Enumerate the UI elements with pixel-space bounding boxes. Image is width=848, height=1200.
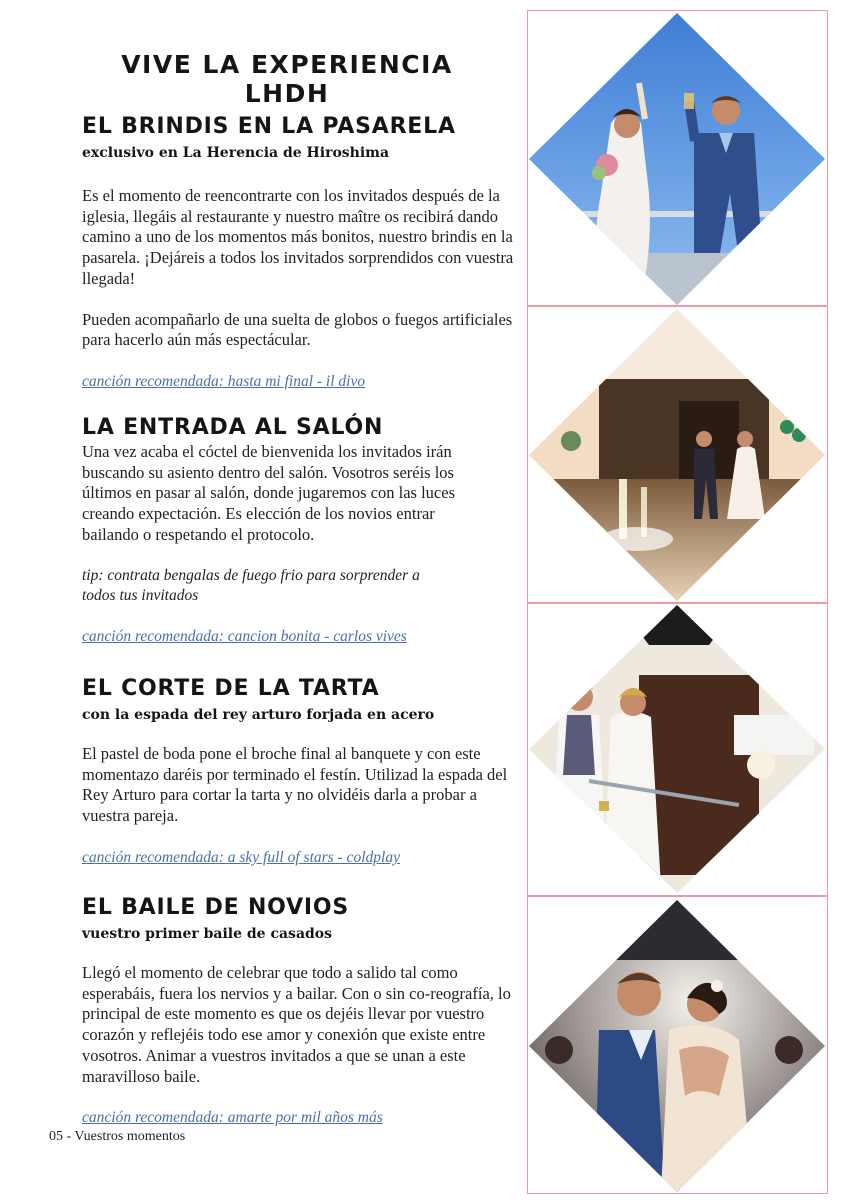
song-recommendation-link[interactable]: canción recomendada: amarte por mil años más [82,1109,383,1127]
song-recommendation-link[interactable]: canción recomendada: a sky full of stars - coldplay [82,848,400,866]
hall-entrance-photo [529,309,825,601]
section-title: LA ENTRADA AL SALÓN [82,415,384,440]
page-title: VIVE LA EXPERIENCIA LHDH [121,50,453,108]
photo-frame [527,603,828,896]
section-first-dance [82,894,522,1128]
section-subtitle: exclusivo en La Herencia de Hiroshima [82,145,390,161]
first-dance-photo [529,900,825,1192]
section-paragraph: Es el momento de reencontrarte con los invitados después de la iglesia, llegáis al restaurante y nuestro maître os recibirá dando camino a uno de los momentos más bonitos, nuestro brindis en la pasarela. ¡Dejáreis a todos los invitados sorprendidos con vuestra llegada! [82,186,514,288]
section-paragraph: Llegó el momento de celebrar que todo a salido tal como esperabáis, fuera los nervios y a bailar. Con o sin co-reografía, lo principal de este momento es que os dejéis llevar por vuestro corazón y reflejéis todo ese amor y conexión que existe entre vosotros. Animar a vuestros invitados a que se unan a este maravilloso baile. [82,963,511,1086]
section-subtitle: vuestro primer baile de casados [82,926,333,942]
section-paragraph: El pastel de boda pone el broche final al banquete y con este momentazo daréis por terminado el festín. Utilizad la espada del Rey Arturo para cortar la tarta y no olvidéis darla a probar a vuestra pareja. [82,744,508,826]
page-footer: 05 - Vuestros momentos [49,1129,186,1144]
section-title: EL CORTE DE LA TARTA [82,676,380,701]
song-recommendation-link[interactable]: canción recomendada: cancion bonita - carlos vives [82,627,407,645]
section-title: EL BAILE DE NOVIOS [82,895,350,920]
section-title: EL BRINDIS EN LA PASARELA [82,114,456,139]
toast-photo [529,13,825,305]
section-tip: tip: contrata bengalas de fuego frio para sorprender a todos tus invitados [82,566,420,605]
section-cake-cutting [82,675,522,868]
section-toast [82,113,522,392]
photo-frame [527,10,828,306]
photo-frame [527,306,828,603]
section-paragraph: Una vez acaba el cóctel de bienvenida los invitados irán buscando su asiento dentro del salón. Vosotros seréis los últimos en pasar al salón, donde jugaremos con las luces creando expectación. Es elección de los novios entrar bailando o respetando el protocolo. [82,442,455,544]
photo-frame [527,896,828,1194]
song-recommendation-link[interactable]: canción recomendada: hasta mi final - il divo [82,372,366,390]
section-paragraph: Pueden acompañarlo de una suelta de globos o fuegos artificiales para hacerlo aún más espectácular. [82,309,513,350]
section-hall-entrance [82,414,522,647]
cake-cutting-photo [529,605,825,893]
section-subtitle: con la espada del rey arturo forjada en acero [82,707,435,723]
